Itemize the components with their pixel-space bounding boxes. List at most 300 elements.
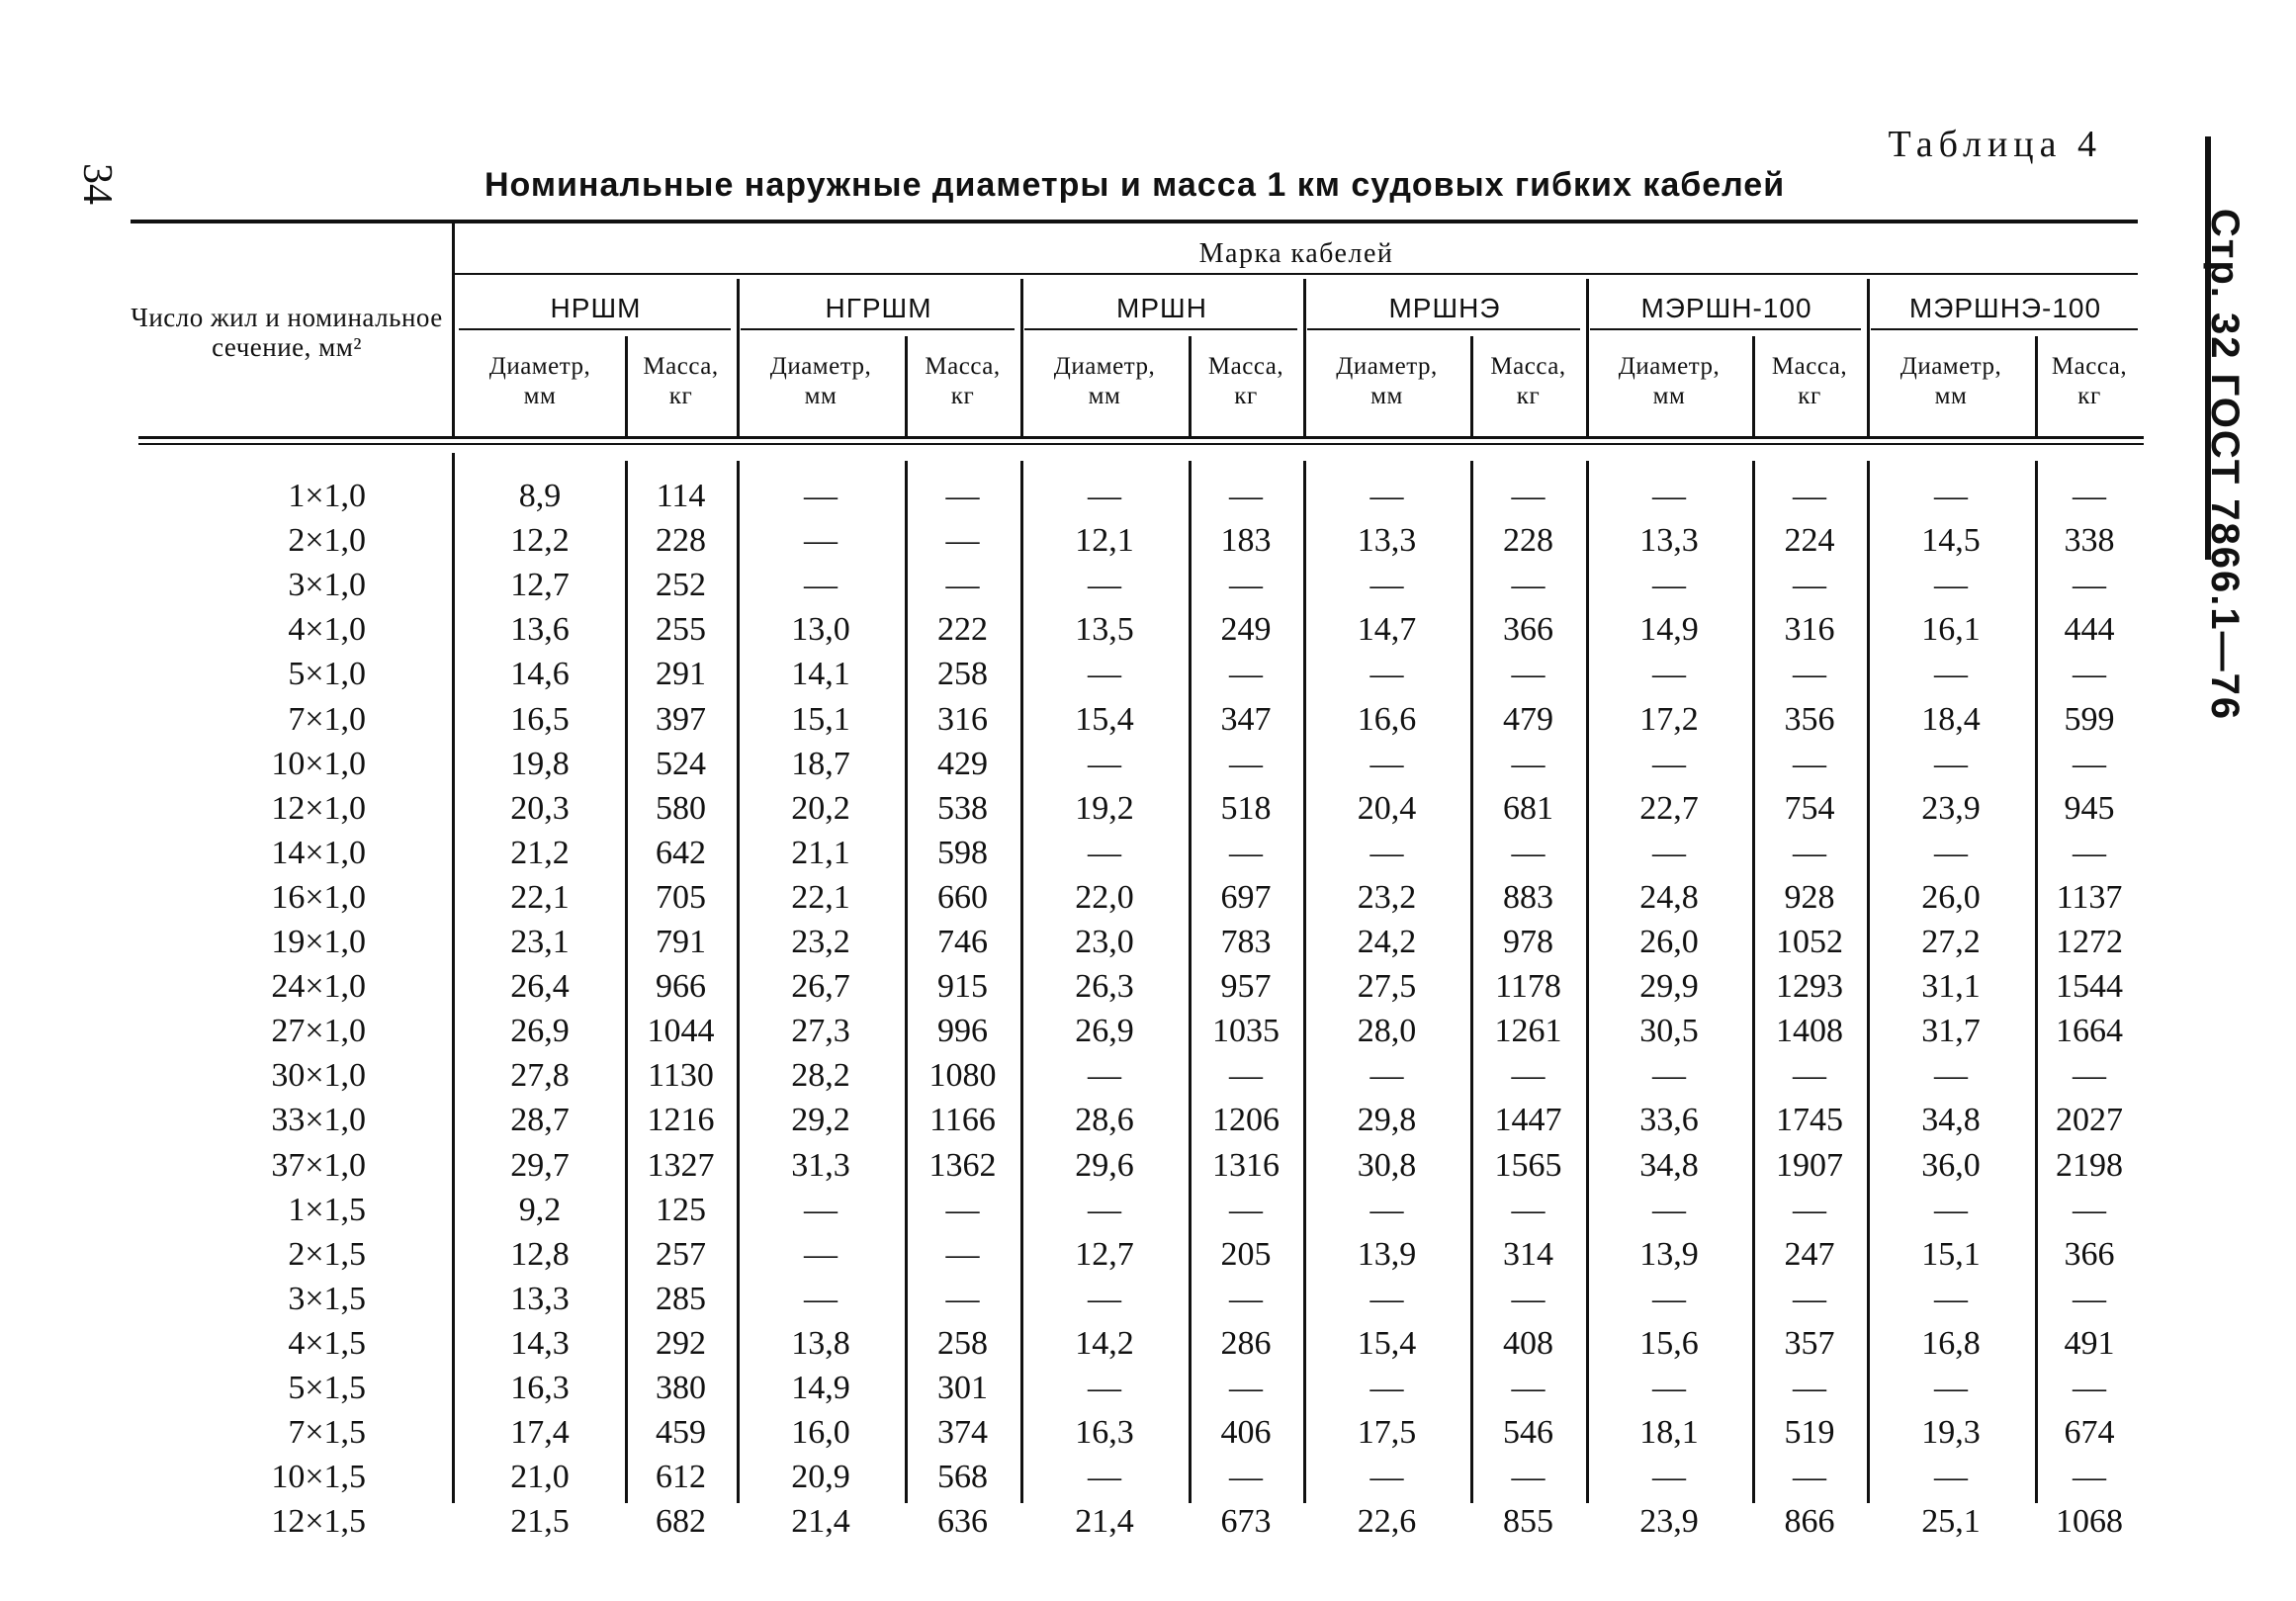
diameter-header-line: Диаметр, — [1618, 353, 1721, 380]
mass-cell: 228 — [1503, 522, 1553, 560]
mass-cell: 705 — [656, 878, 706, 916]
diameter-cell: 19,3 — [1921, 1414, 1981, 1452]
row-label: 27×1,0 — [271, 1013, 366, 1050]
diameter-cell: — — [1652, 834, 1686, 871]
diameter-cell: 23,9 — [1921, 789, 1981, 827]
mass-header-line: Масса, — [643, 353, 719, 380]
diameter-cell: — — [1934, 656, 1968, 693]
mass-cell: — — [945, 478, 980, 514]
mass-cell: — — [1229, 1280, 1263, 1317]
row-label: 16×1,0 — [271, 878, 366, 916]
mass-cell: — — [2073, 1191, 2106, 1228]
diameter-cell: 24,8 — [1639, 878, 1699, 916]
diameter-cell: 12,1 — [1075, 522, 1134, 560]
diameter-cell: 13,8 — [791, 1324, 850, 1362]
diameter-cell: — — [1652, 1459, 1686, 1496]
mass-header — [625, 352, 737, 411]
mass-cell: — — [1229, 567, 1263, 604]
diameter-cell: — — [1934, 1280, 1968, 1317]
mass-cell: 1272 — [2056, 924, 2123, 960]
mass-cell: 2198 — [2056, 1146, 2123, 1184]
diameter-cell: — — [1934, 1057, 1968, 1095]
row-label: 37×1,0 — [271, 1146, 366, 1184]
diameter-cell: 26,9 — [510, 1013, 570, 1050]
diameter-cell: — — [1652, 478, 1686, 514]
diameter-cell: 30,8 — [1357, 1146, 1417, 1184]
diameter-cell: 16,6 — [1357, 700, 1417, 738]
diameter-cell: — — [1088, 1370, 1121, 1406]
diameter-cell: 26,4 — [510, 968, 570, 1006]
mass-cell: 1130 — [648, 1057, 714, 1095]
diameter-cell: 23,2 — [1357, 878, 1417, 916]
mass-cell: 538 — [937, 789, 988, 827]
diameter-cell: — — [1088, 834, 1121, 871]
diameter-cell: 29,8 — [1357, 1102, 1417, 1139]
row-label: 4×1,0 — [288, 611, 366, 649]
mass-cell: 374 — [937, 1414, 988, 1452]
mass-cell: 291 — [656, 656, 706, 693]
diameter-header-line: Диаметр, — [1053, 353, 1156, 380]
mass-cell: 1261 — [1494, 1013, 1562, 1050]
table-top-rule — [131, 220, 2138, 223]
diameter-cell: 16,1 — [1921, 611, 1981, 649]
diameter-cell: — — [1369, 745, 1404, 782]
diameter-cell: 15,1 — [1921, 1235, 1981, 1273]
mass-cell: — — [1511, 745, 1545, 782]
mass-cell: 357 — [1784, 1324, 1835, 1362]
diameter-cell: — — [1088, 567, 1121, 604]
brand-underline — [459, 328, 731, 330]
mass-cell: — — [945, 522, 980, 560]
diameter-cell: 12,7 — [1075, 1235, 1134, 1273]
mass-cell: — — [945, 567, 980, 604]
diameter-cell: 18,7 — [791, 745, 850, 782]
diameter-cell: — — [1934, 745, 1968, 782]
mass-cell: — — [1229, 1057, 1263, 1095]
diameter-cell: 14,9 — [1639, 611, 1699, 649]
diameter-cell: — — [1088, 1459, 1121, 1496]
brand-header: НРШМ — [550, 293, 642, 323]
mass-cell: — — [2073, 1057, 2106, 1095]
mass-cell: — — [1793, 1280, 1826, 1317]
running-header: Стр. 32 ГОСТ 7866.1—76 — [2203, 208, 2247, 722]
diameter-cell: 20,3 — [510, 789, 570, 827]
diameter-cell: 28,7 — [510, 1102, 570, 1139]
diameter-cell: — — [1369, 834, 1404, 871]
row-label: 5×1,5 — [288, 1370, 366, 1406]
row-label: 19×1,0 — [271, 924, 366, 960]
mass-cell: — — [2073, 656, 2106, 693]
diameter-cell: — — [1369, 478, 1404, 514]
mass-cell: 673 — [1220, 1503, 1272, 1541]
mass-cell: — — [2073, 1459, 2106, 1496]
diameter-cell: — — [804, 522, 838, 560]
diameter-header — [1303, 352, 1470, 411]
mass-header — [905, 352, 1020, 411]
diameter-cell: 29,2 — [791, 1102, 850, 1139]
mass-cell: — — [1511, 834, 1545, 871]
diameter-cell: 12,8 — [510, 1235, 570, 1273]
diameter-cell: — — [1369, 1280, 1404, 1317]
diameter-cell: 21,4 — [791, 1503, 850, 1541]
mass-cell: 599 — [2064, 700, 2115, 738]
mass-header — [1470, 352, 1586, 411]
mass-cell: — — [2073, 567, 2106, 604]
diameter-header-line: Диаметр, — [488, 353, 591, 380]
diameter-cell: 15,6 — [1639, 1324, 1699, 1362]
diameter-cell: 18,1 — [1639, 1414, 1699, 1452]
diameter-cell: 13,5 — [1075, 611, 1134, 649]
diameter-cell: — — [1934, 1370, 1968, 1406]
diameter-cell: 34,8 — [1639, 1146, 1699, 1184]
diameter-cell: 21,2 — [510, 834, 570, 871]
row-label: 7×1,0 — [288, 700, 366, 738]
diameter-header-line: мм — [1652, 383, 1686, 409]
mass-cell: 1327 — [647, 1146, 715, 1184]
mass-cell: 1216 — [647, 1102, 715, 1139]
mass-header — [1189, 352, 1303, 411]
diameter-cell: 28,6 — [1075, 1102, 1134, 1139]
stub-header: Число жил и номинальное сечение, мм² — [131, 303, 443, 362]
mass-cell: 249 — [1220, 611, 1272, 649]
diameter-cell: — — [1934, 567, 1968, 604]
diameter-cell: 21,0 — [510, 1459, 570, 1496]
diameter-cell: 16,3 — [510, 1370, 570, 1406]
mass-cell: — — [1793, 478, 1826, 514]
diameter-cell: 9,2 — [518, 1191, 562, 1228]
diameter-cell: — — [1369, 567, 1404, 604]
diameter-cell: 23,9 — [1639, 1503, 1699, 1541]
diameter-cell: 13,3 — [1639, 522, 1699, 560]
row-label: 2×1,5 — [288, 1235, 366, 1273]
diameter-header — [737, 352, 905, 411]
diameter-cell: 21,5 — [510, 1503, 570, 1541]
mass-cell: 642 — [656, 834, 706, 871]
brand-header: МРШНЭ — [1388, 293, 1501, 323]
diameter-header-line: Диаметр, — [1899, 353, 2002, 380]
mass-cell: — — [1793, 745, 1826, 782]
mass-header-line: Масса, — [925, 353, 1001, 380]
mass-cell: 855 — [1503, 1503, 1553, 1541]
mass-cell: — — [1793, 1057, 1826, 1095]
mass-cell: 580 — [656, 789, 706, 827]
diameter-cell: — — [1088, 478, 1121, 514]
mass-cell: 568 — [937, 1459, 988, 1496]
diameter-cell: 17,5 — [1357, 1414, 1417, 1452]
diameter-cell: 22,1 — [510, 878, 570, 916]
table-label: Таблица 4 — [1888, 124, 2102, 165]
diameter-cell: 34,8 — [1921, 1102, 1981, 1139]
diameter-cell: 26,9 — [1075, 1013, 1134, 1050]
mass-cell: 258 — [937, 656, 988, 693]
mass-cell: 636 — [937, 1503, 988, 1541]
diameter-cell: 20,4 — [1357, 789, 1417, 827]
mass-cell: 1408 — [1776, 1013, 1843, 1050]
diameter-cell: 14,1 — [791, 656, 850, 693]
diameter-cell: 22,1 — [791, 878, 850, 916]
diameter-cell: 22,0 — [1075, 878, 1134, 916]
mass-cell: 258 — [937, 1324, 988, 1362]
diameter-cell: 28,2 — [791, 1057, 850, 1095]
diameter-cell: 30,5 — [1639, 1013, 1699, 1050]
mass-cell: — — [1511, 1459, 1545, 1496]
diameter-cell: — — [1369, 656, 1404, 693]
mass-cell: — — [1793, 567, 1826, 604]
diameter-cell: 8,9 — [518, 478, 562, 514]
mass-cell: 380 — [656, 1370, 706, 1406]
mass-cell: 314 — [1503, 1235, 1553, 1273]
diameter-cell: — — [1088, 1057, 1121, 1095]
mass-cell: 1447 — [1494, 1102, 1562, 1139]
diameter-cell: — — [804, 567, 838, 604]
diameter-cell: 12,2 — [510, 522, 570, 560]
diameter-cell: 28,0 — [1357, 1013, 1417, 1050]
mass-header — [2035, 352, 2144, 411]
mass-cell: 459 — [656, 1414, 706, 1452]
header-rule — [138, 436, 2144, 439]
diameter-cell: — — [1652, 1280, 1686, 1317]
mass-cell: 292 — [656, 1324, 706, 1362]
diameter-cell: 23,0 — [1075, 924, 1134, 960]
row-label: 10×1,0 — [271, 745, 366, 782]
mass-cell: 316 — [937, 700, 988, 738]
diameter-cell: 13,0 — [791, 611, 850, 649]
mass-cell: 285 — [656, 1280, 706, 1317]
mass-cell: 1068 — [2056, 1503, 2123, 1541]
diameter-cell: — — [1934, 834, 1968, 871]
row-label: 5×1,0 — [288, 656, 366, 693]
mass-cell: 746 — [937, 924, 988, 960]
mass-cell: 1293 — [1776, 968, 1843, 1006]
mass-cell: — — [2073, 1280, 2106, 1317]
mass-cell: 301 — [937, 1370, 988, 1406]
mass-cell: — — [1229, 1459, 1263, 1496]
diameter-cell: 21,1 — [791, 834, 850, 871]
brand-underline — [1307, 328, 1580, 330]
mass-cell: 519 — [1784, 1414, 1835, 1452]
diameter-header-line: мм — [804, 383, 838, 409]
mass-cell: 366 — [2064, 1235, 2115, 1273]
diameter-header — [1020, 352, 1189, 411]
mass-cell: — — [945, 1280, 980, 1317]
diameter-cell: 21,4 — [1075, 1503, 1134, 1541]
diameter-cell: 13,6 — [510, 611, 570, 649]
diameter-cell: 14,7 — [1357, 611, 1417, 649]
mass-header-line: кг — [2077, 383, 2101, 409]
mass-cell: 338 — [2064, 522, 2115, 560]
diameter-cell: 14,9 — [791, 1370, 850, 1406]
mass-cell: — — [1511, 1057, 1545, 1095]
mass-cell: 1664 — [2056, 1013, 2123, 1050]
mass-cell: 928 — [1784, 878, 1835, 916]
mass-header-line: Масса, — [1771, 353, 1848, 380]
mass-header-line: кг — [1516, 383, 1541, 409]
mass-cell: — — [2073, 745, 2106, 782]
diameter-cell: — — [804, 1191, 838, 1228]
group-header: Марка кабелей — [1198, 238, 1394, 269]
mass-header-line: Масса, — [1490, 353, 1566, 380]
mass-cell: 697 — [1220, 878, 1272, 916]
mass-cell: — — [1511, 1280, 1545, 1317]
mass-cell: — — [2073, 834, 2106, 871]
mass-cell: 682 — [656, 1503, 706, 1541]
diameter-header — [1867, 352, 2035, 411]
mass-cell: 205 — [1220, 1235, 1272, 1273]
diameter-cell: — — [804, 1235, 838, 1273]
mass-header-line: кг — [1798, 383, 1821, 409]
mass-cell: — — [1511, 1370, 1545, 1406]
mass-cell: 406 — [1220, 1414, 1272, 1452]
mass-cell: 444 — [2064, 611, 2115, 649]
mass-cell: — — [1229, 834, 1263, 871]
brand-header: МЭРШНЭ-100 — [1908, 293, 2102, 323]
mass-cell: 674 — [2064, 1414, 2115, 1452]
mass-cell: — — [945, 1191, 980, 1228]
diameter-cell: 27,3 — [791, 1013, 850, 1050]
table-title: Номинальные наружные диаметры и масса 1 км судовых гибких кабелей — [485, 166, 1786, 204]
mass-cell: 1052 — [1776, 924, 1843, 960]
mass-cell: 754 — [1784, 789, 1835, 827]
diameter-cell: — — [1652, 656, 1686, 693]
diameter-cell: 16,3 — [1075, 1414, 1134, 1452]
diameter-cell: 13,9 — [1357, 1235, 1417, 1273]
mass-cell: 1035 — [1212, 1013, 1280, 1050]
mass-cell: 783 — [1220, 924, 1272, 960]
diameter-cell: 29,9 — [1639, 968, 1699, 1006]
diameter-header-line: мм — [1370, 383, 1403, 409]
diameter-cell: 18,4 — [1921, 700, 1981, 738]
diameter-cell: 29,6 — [1075, 1146, 1134, 1184]
diameter-cell: 26,0 — [1921, 878, 1981, 916]
diameter-cell: — — [1369, 1370, 1404, 1406]
diameter-cell: — — [1369, 1191, 1404, 1228]
brand-underline — [1590, 328, 1861, 330]
row-label: 4×1,5 — [288, 1324, 366, 1362]
diameter-cell: — — [1652, 1370, 1686, 1406]
mass-cell: 1745 — [1776, 1102, 1843, 1139]
diameter-cell: 16,8 — [1921, 1324, 1981, 1362]
page-number: 34 — [74, 163, 120, 205]
row-label: 2×1,0 — [288, 522, 366, 560]
mass-cell: 1206 — [1212, 1102, 1280, 1139]
mass-header-line: кг — [1234, 383, 1258, 409]
mass-cell: 222 — [937, 611, 988, 649]
mass-cell: — — [2073, 1370, 2106, 1406]
diameter-cell: 20,2 — [791, 789, 850, 827]
diameter-cell: — — [1652, 567, 1686, 604]
diameter-cell: — — [1369, 1459, 1404, 1496]
diameter-cell: 33,6 — [1639, 1102, 1699, 1139]
diameter-cell: 27,2 — [1921, 924, 1981, 960]
mass-cell: 1178 — [1495, 968, 1561, 1006]
mass-cell: 257 — [656, 1235, 706, 1273]
mass-cell: 866 — [1784, 1503, 1835, 1541]
mass-cell: 612 — [656, 1459, 706, 1496]
diameter-cell: 25,1 — [1921, 1503, 1981, 1541]
diameter-cell: 20,9 — [791, 1459, 850, 1496]
diameter-cell: 31,3 — [791, 1146, 850, 1184]
diameter-header — [1586, 352, 1752, 411]
mass-cell: 255 — [656, 611, 706, 649]
mass-header-line: Масса, — [1207, 353, 1284, 380]
mass-cell: 491 — [2064, 1324, 2115, 1362]
diameter-cell: 15,4 — [1357, 1324, 1417, 1362]
diameter-cell: — — [1934, 1459, 1968, 1496]
row-label: 12×1,5 — [271, 1503, 366, 1541]
mass-cell: — — [1793, 1459, 1826, 1496]
diameter-cell: 17,4 — [510, 1414, 570, 1452]
mass-cell: 1316 — [1212, 1146, 1280, 1184]
mass-cell: 228 — [656, 522, 706, 560]
diameter-cell: 23,1 — [510, 924, 570, 960]
diameter-cell: 31,7 — [1921, 1013, 1981, 1050]
mass-cell: — — [1511, 656, 1545, 693]
diameter-cell: — — [1088, 745, 1121, 782]
diameter-cell: 22,7 — [1639, 789, 1699, 827]
mass-cell: — — [1511, 478, 1545, 514]
diameter-header-line: Диаметр, — [1336, 353, 1438, 380]
mass-cell: 183 — [1220, 522, 1272, 560]
mass-cell: — — [1793, 834, 1826, 871]
mass-cell: 966 — [656, 968, 706, 1006]
mass-header-line: кг — [950, 383, 975, 409]
row-label: 1×1,5 — [288, 1191, 366, 1228]
mass-cell: 356 — [1784, 700, 1835, 738]
diameter-cell: 12,7 — [510, 567, 570, 604]
diameter-header — [455, 352, 625, 411]
mass-cell: 347 — [1220, 700, 1272, 738]
brand-header: НГРШМ — [825, 293, 932, 323]
diameter-cell: — — [804, 478, 838, 514]
mass-cell: 1166 — [929, 1102, 996, 1139]
diameter-cell: 13,3 — [1357, 522, 1417, 560]
mass-cell: 660 — [937, 878, 988, 916]
mass-cell: — — [1229, 478, 1263, 514]
diameter-cell: 26,3 — [1075, 968, 1134, 1006]
row-label: 1×1,0 — [288, 478, 366, 514]
row-label: 3×1,0 — [288, 567, 366, 604]
mass-cell: 479 — [1503, 700, 1553, 738]
mass-cell: 996 — [937, 1013, 988, 1050]
mass-cell: 366 — [1503, 611, 1553, 649]
header-rule-double — [138, 443, 2144, 445]
mass-cell: 247 — [1784, 1235, 1835, 1273]
diameter-cell: 23,2 — [791, 924, 850, 960]
diameter-cell: 22,6 — [1357, 1503, 1417, 1541]
mass-cell: 1137 — [2056, 878, 2123, 916]
mass-cell: 114 — [656, 478, 706, 514]
mass-cell: 125 — [656, 1191, 706, 1228]
mass-cell: — — [1229, 1191, 1263, 1228]
row-label: 12×1,0 — [271, 789, 366, 827]
diameter-cell: — — [1652, 745, 1686, 782]
mass-cell: 915 — [937, 968, 988, 1006]
diameter-cell: 13,9 — [1639, 1235, 1699, 1273]
mass-cell: 518 — [1220, 789, 1272, 827]
diameter-cell: — — [1934, 478, 1968, 514]
row-label: 3×1,5 — [288, 1280, 366, 1317]
diameter-cell: 26,0 — [1639, 924, 1699, 960]
diameter-cell: 14,2 — [1075, 1324, 1134, 1362]
diameter-header-line: Диаметр, — [769, 353, 872, 380]
diameter-cell: 24,2 — [1357, 924, 1417, 960]
mass-header-line: кг — [668, 383, 693, 409]
mass-cell: 408 — [1503, 1324, 1553, 1362]
mass-cell: 429 — [937, 745, 988, 782]
mass-cell: — — [2073, 478, 2106, 514]
mass-cell: — — [1229, 1370, 1263, 1406]
mass-cell: 681 — [1503, 789, 1553, 827]
